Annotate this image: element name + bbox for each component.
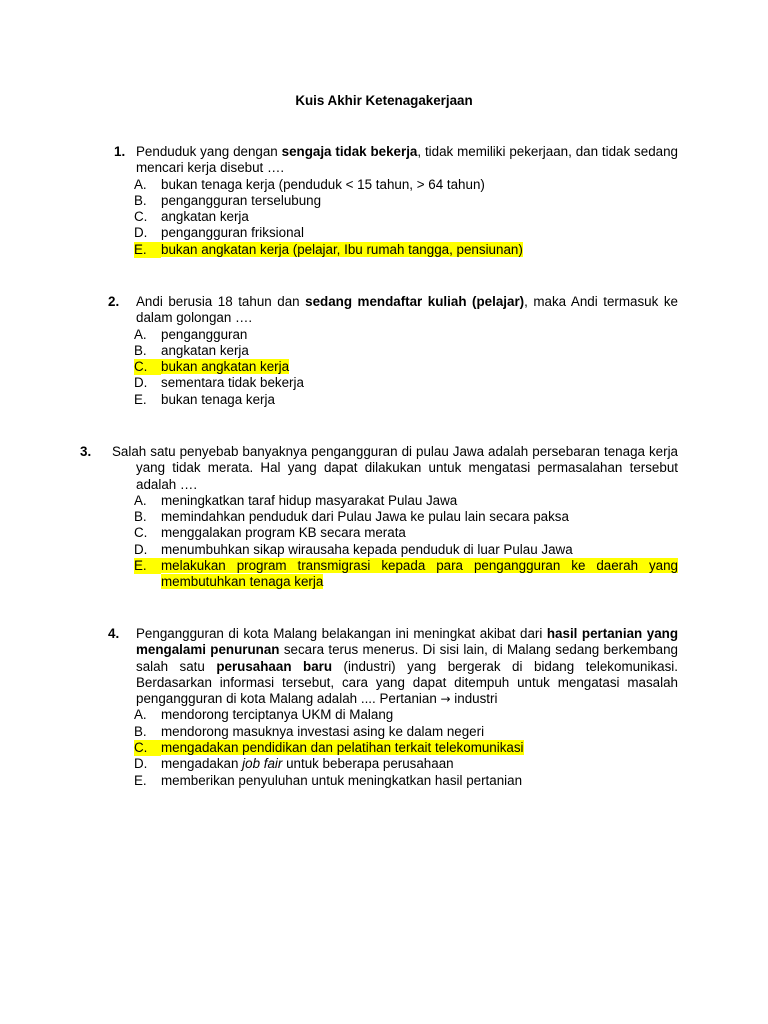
question-stem: 3. Salah satu penyebab banyaknya pengangguran di pulau Jawa adalah persebaran tenaga kerja yang tidak merata. Hal yang dapat dilakukan untuk mengatasi permasalahan tersebut adalah ….	[80, 444, 678, 492]
option-a[interactable]	[108, 493, 678, 509]
option-e-highlighted[interactable]	[108, 242, 678, 258]
option-b[interactable]	[108, 193, 678, 209]
stem-text: , tidak memiliki pekerjaan, dan tidak sedang mencari kerja disebut ….	[136, 144, 678, 176]
stem-text: Andi berusia 18 tahun dan	[136, 294, 306, 309]
option-letter: A.	[134, 707, 147, 723]
option-letter: E.	[134, 772, 147, 788]
option-text: bukan angkatan kerja	[161, 359, 290, 375]
page-title: Kuis Akhir Ketenagakerjaan	[295, 93, 473, 108]
option-text: sementara tidak bekerja	[161, 375, 304, 391]
option-text: pengangguran friksional	[161, 225, 304, 241]
question-3	[80, 444, 678, 591]
option-e-highlighted[interactable]	[108, 558, 678, 591]
option-e[interactable]	[108, 773, 678, 789]
option-c[interactable]	[108, 209, 678, 225]
option-text: melakukan program transmigrasi kepada para pengangguran ke daerah yang membutuhkan tenaga kerja	[161, 558, 678, 590]
stem-text: secara terus menerus. Di sisi lain, di Malang sedang berkembang salah satu	[136, 642, 678, 674]
option-b[interactable]	[108, 724, 678, 740]
option-text: bukan angkatan kerja (pelajar, Ibu rumah tangga, pensiunan)	[161, 241, 523, 257]
stem-text: industri	[450, 691, 498, 707]
stem-text: Salah satu penyebab banyaknya pengangguran di pulau Jawa adalah persebaran tenaga kerja yang tidak merata. Hal yang dapat dilakukan untuk mengatasi permasalahan tersebut adalah ….	[112, 444, 678, 492]
option-text-italic: job fair	[242, 756, 283, 772]
arrow-right-icon: →	[440, 692, 451, 707]
stem-bold: perusahaan baru	[216, 658, 333, 674]
option-letter: D.	[134, 375, 148, 391]
option-letter: C.	[134, 740, 161, 756]
option-letter: E.	[134, 391, 147, 407]
options-list	[108, 493, 678, 591]
option-letter: C.	[134, 359, 161, 375]
stem-text: Penduduk yang dengan	[136, 144, 282, 159]
option-letter: A.	[134, 492, 147, 508]
question-stem	[108, 144, 678, 177]
option-text: pengangguran	[161, 326, 248, 342]
option-a[interactable]	[108, 707, 678, 723]
option-letter: B.	[134, 723, 147, 739]
question-number: 1.	[114, 144, 126, 159]
option-d[interactable]	[108, 225, 678, 241]
question-2	[108, 294, 678, 408]
option-letter: D.	[134, 756, 148, 772]
option-b[interactable]	[108, 343, 678, 359]
option-text: angkatan kerja	[161, 342, 249, 358]
option-letter: E.	[134, 558, 161, 574]
option-letter: D.	[134, 225, 148, 241]
question-number: 4.	[108, 626, 120, 641]
option-text: mendorong terciptanya UKM di Malang	[161, 707, 394, 723]
option-c-highlighted[interactable]	[108, 740, 678, 756]
option-text: memberikan penyuluhan untuk meningkatkan hasil pertanian	[161, 772, 523, 788]
option-text: pengangguran terselubung	[161, 192, 322, 208]
option-letter: B.	[134, 509, 147, 525]
option-text: memindahkan penduduk dari Pulau Jawa ke pulau lain secara paksa	[161, 509, 569, 525]
option-letter: B.	[134, 192, 147, 208]
option-letter: B.	[134, 342, 147, 358]
option-d[interactable]	[108, 375, 678, 391]
stem-text: Pengangguran di kota Malang belakangan ini meningkat akibat dari	[136, 626, 547, 641]
option-text: bukan tenaga kerja (penduduk < 15 tahun, > 64 tahun)	[161, 176, 485, 192]
question-stem	[108, 626, 678, 707]
option-a[interactable]	[108, 177, 678, 193]
option-b[interactable]	[108, 509, 678, 525]
option-text: meningkatkan taraf hidup masyarakat Pulau Jawa	[161, 492, 458, 508]
option-text: mendorong masuknya investasi asing ke dalam negeri	[161, 723, 485, 739]
option-e[interactable]	[108, 392, 678, 408]
stem-text: , maka Andi termasuk ke dalam golongan ….	[136, 294, 678, 326]
option-text: mengadakan pendidikan dan pelatihan terkait telekomunikasi	[161, 740, 524, 756]
option-text: bukan tenaga kerja	[161, 391, 275, 407]
option-text: menumbuhkan sikap wirausaha kepada penduduk di luar Pulau Jawa	[161, 541, 573, 557]
option-text: untuk beberapa perusahaan	[282, 756, 454, 772]
option-letter: D.	[134, 541, 148, 557]
option-d[interactable]	[108, 542, 678, 558]
option-d[interactable]	[108, 756, 678, 772]
question-number: 2.	[108, 294, 120, 309]
stem-bold: sedang mendaftar kuliah (pelajar)	[305, 294, 525, 309]
stem-text: (industri) yang bergerak di bidang telekomunikasi. Berdasarkan informasi tersebut, cara yang dapat ditempuh untuk mengatasi masalah pengangguran di kota Malang adalah .... Pertanian	[136, 658, 679, 707]
option-letter: E.	[134, 242, 161, 258]
question-stem	[108, 294, 678, 327]
stem-bold: sengaja tidak bekerja	[281, 144, 418, 159]
options-list	[108, 327, 678, 408]
option-letter: A.	[134, 176, 147, 192]
option-letter: A.	[134, 326, 147, 342]
option-text: mengadakan	[161, 756, 243, 772]
option-c-highlighted[interactable]	[108, 359, 678, 375]
option-text: angkatan kerja	[161, 209, 249, 225]
option-a[interactable]	[108, 327, 678, 343]
option-text: menggalakan program KB secara merata	[161, 525, 406, 541]
option-c[interactable]	[108, 525, 678, 541]
question-1	[108, 144, 678, 258]
stem-bold: hasil pertanian yang mengalami penurunan	[136, 626, 678, 658]
option-letter: C.	[134, 209, 148, 225]
options-list	[108, 707, 678, 788]
options-list	[108, 177, 678, 258]
option-letter: C.	[134, 525, 148, 541]
question-4	[108, 626, 678, 789]
